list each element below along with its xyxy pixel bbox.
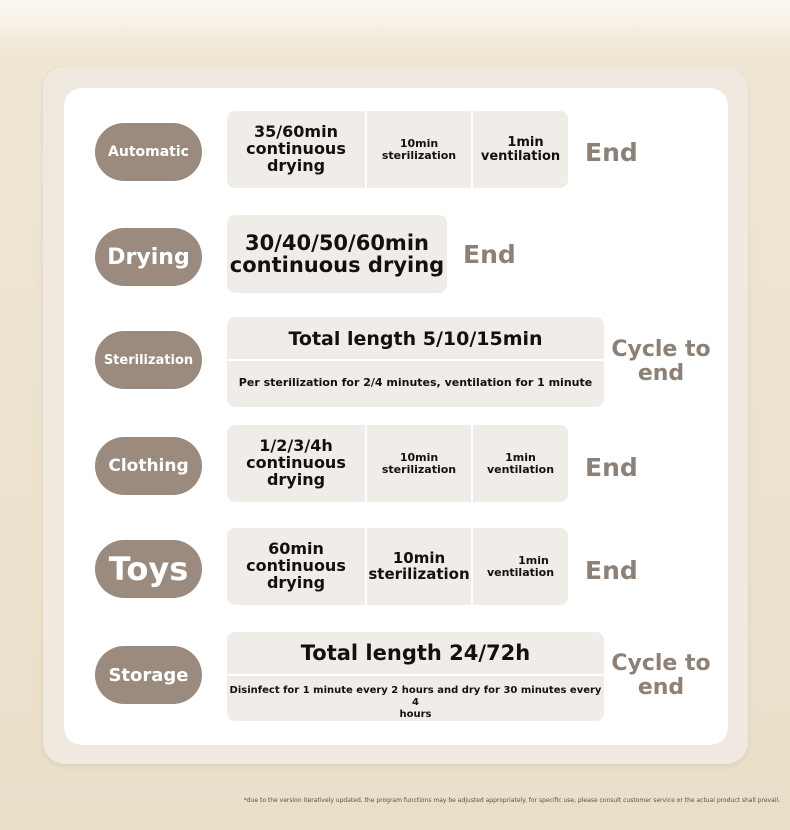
cycle-to-end-label (606, 338, 716, 386)
box-divider (227, 359, 604, 361)
step-sterilization-cell (367, 111, 471, 188)
step-drying-cell (227, 425, 365, 502)
mode-pill-clothing: Clothing (95, 437, 202, 495)
mode-pill-sterilization: Sterilization (95, 331, 202, 389)
step-line: 1min (505, 450, 536, 464)
step-line: sterilization (381, 148, 457, 162)
step-line: 10min (399, 136, 439, 150)
step-line: drying (266, 572, 326, 592)
step-line: continuous (246, 556, 346, 576)
step-ventilation-cell (473, 111, 568, 188)
step-ventilation-cell (473, 425, 568, 502)
step-line: 10min (399, 450, 439, 464)
step-line: 1min (518, 553, 549, 567)
step-drying-cell (227, 215, 447, 293)
step-sterilization-cell (367, 425, 471, 502)
step-line: 60min (268, 539, 324, 559)
end-label: End (585, 138, 638, 167)
cycle-to-end-label (606, 652, 716, 700)
step-line: ventilation (486, 565, 555, 579)
description-line: Disinfect for 1 minute every 2 hours and dry for 30 minutes every 4 (229, 685, 602, 708)
end-label: End (585, 453, 638, 482)
storage-program-box (227, 632, 604, 721)
step-drying-cell (227, 528, 365, 605)
step-line: ventilation (486, 462, 555, 476)
program-description: Per sterilization for 2/4 minutes, ventilation for 1 minute (238, 376, 593, 389)
step-line: 30/40/50/60min (245, 230, 429, 255)
program-description (227, 685, 604, 721)
footnote: *due to the version iteratively updated, the program functions may be adjusted appropriately. for specific use, please consult customer service or the actual product shall prevail. (243, 797, 780, 804)
step-line: ventilation (480, 148, 561, 164)
step-line: 10min (392, 548, 446, 567)
mode-pill-toys: Toys (95, 540, 202, 598)
step-line: continuous (246, 453, 346, 473)
box-divider (227, 674, 604, 676)
end-line: end (637, 360, 685, 386)
description-line: hours (399, 709, 432, 720)
mode-pill-drying: Drying (95, 228, 202, 286)
top-fade (0, 0, 790, 40)
end-line: end (637, 674, 685, 700)
step-line: 35/60min (254, 122, 338, 142)
step-line: continuous (246, 139, 346, 159)
end-label: End (585, 556, 638, 585)
step-ventilation-cell (473, 528, 568, 605)
step-drying-cell (227, 111, 365, 188)
sterilization-program-box (227, 317, 604, 407)
step-line: 1/2/3/4h (259, 436, 333, 456)
total-length-title: Total length 24/72h (300, 641, 531, 665)
step-line: sterilization (368, 564, 470, 583)
end-label: End (463, 240, 516, 269)
step-line: drying (266, 155, 326, 175)
step-line: continuous drying (229, 253, 445, 277)
total-length-title: Total length 5/10/15min (288, 328, 543, 350)
mode-pill-storage: Storage (95, 646, 202, 704)
mode-pill-automatic: Automatic (95, 123, 202, 181)
step-line: 1min (507, 134, 544, 150)
step-sterilization-cell (367, 528, 471, 605)
step-line: drying (266, 469, 326, 489)
end-line: Cycle to (611, 651, 711, 676)
end-line: Cycle to (611, 337, 711, 362)
step-line: sterilization (381, 462, 457, 476)
